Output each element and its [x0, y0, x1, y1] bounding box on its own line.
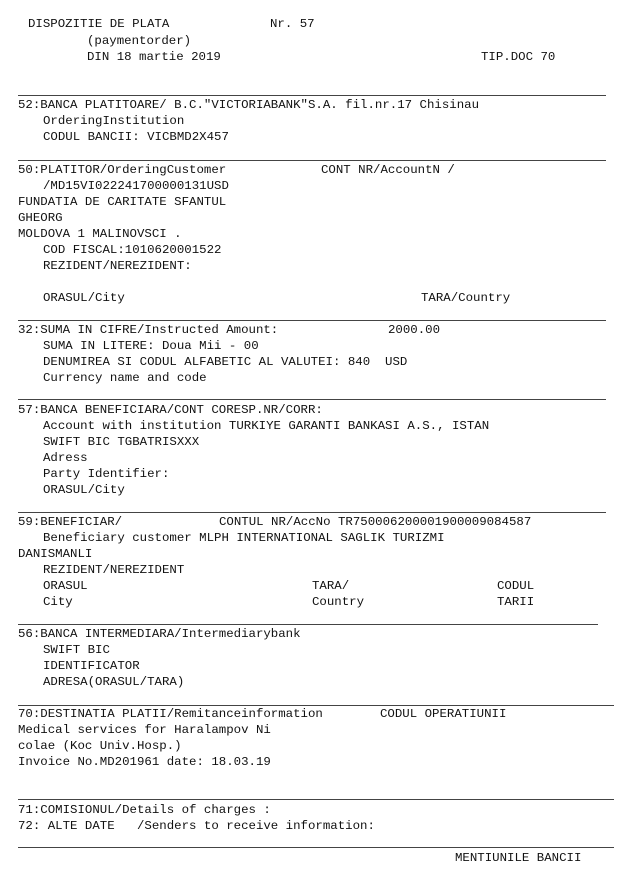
amount-value: 2000.00: [388, 323, 441, 337]
divider: [18, 799, 614, 800]
divider: [18, 847, 614, 848]
city-label: ORASUL/City: [43, 291, 125, 305]
divider: [18, 624, 598, 625]
ordering-customer-name-cont: GHEORG: [18, 211, 63, 225]
remittance-line: Medical services for Haralampov Ni: [18, 723, 271, 737]
beneficiary-customer-cont: DANISMANLI: [18, 547, 93, 561]
sender-information: 72: ALTE DATE /Senders to receive information:: [18, 819, 375, 833]
currency-code: DENUMIREA SI CODUL ALFABETIC AL VALUTEI: 840 USD: [43, 355, 408, 369]
beneficiary-city-label-en: City: [43, 595, 73, 609]
amount-label: 32:SUMA IN CIFRE/Instructed Amount:: [18, 323, 279, 337]
operation-code-label: CODUL OPERATIUNII: [380, 707, 507, 721]
charges-details: 71:COMISIONUL/Details of charges :: [18, 803, 271, 817]
bank-notes-label: MENTIUNILE BANCII: [455, 851, 582, 865]
ordering-bank-line: 52:BANCA PLATITOARE/ B.C."VICTORIABANK"S.A. fil.nr.17 Chisinau: [18, 98, 480, 112]
amount-in-words: SUMA IN LITERE: Doua Mii - 00: [43, 339, 259, 353]
resident-status: REZIDENT/NEREZIDENT:: [43, 259, 192, 273]
beneficiary-customer: Beneficiary customer MLPH INTERNATIONAL SAGLIK TURIZMI: [43, 531, 445, 545]
ordering-account: /MD15VI022241700000131USD: [43, 179, 229, 193]
remittance-label: 70:DESTINATIA PLATII/Remitanceinformation: [18, 707, 323, 721]
document-title: DISPOZITIE DE PLATA: [28, 17, 170, 31]
party-identifier: Party Identifier:: [43, 467, 170, 481]
ordering-customer-address: MOLDOVA 1 MALINOVSCI .: [18, 227, 182, 241]
document-subtitle: (paymentorder): [87, 34, 192, 48]
country-label: TARA/Country: [421, 291, 511, 305]
divider: [18, 320, 606, 321]
divider: [18, 399, 606, 400]
fiscal-code: COD FISCAL:1010620001522: [43, 243, 222, 257]
beneficiary-bank-swift: SWIFT BIC TGBATRISXXX: [43, 435, 200, 449]
ordering-customer-label: 50:PLATITOR/OrderingCustomer: [18, 163, 227, 177]
beneficiary-account: CONTUL NR/AccNo TR750006200001900009084587: [219, 515, 532, 529]
account-number-label: CONT NR/AccountN /: [321, 163, 455, 177]
beneficiary-country-label-en: Country: [312, 595, 365, 609]
remittance-line: colae (Koc Univ.Hosp.): [18, 739, 182, 753]
beneficiary-label: 59:BENEFICIAR/: [18, 515, 123, 529]
divider: [18, 95, 606, 96]
country-code-label-cont: TARII: [497, 595, 535, 609]
beneficiary-bank-city: ORASUL/City: [43, 483, 125, 497]
bank-code: CODUL BANCII: VICBMD2X457: [43, 130, 229, 144]
document-number: Nr. 57: [270, 17, 315, 31]
beneficiary-country-label: TARA/: [312, 579, 350, 593]
ordering-customer-name: FUNDATIA DE CARITATE SFANTUL: [18, 195, 227, 209]
beneficiary-bank-address: Adress: [43, 451, 88, 465]
intermediary-address: ADRESA(ORASUL/TARA): [43, 675, 185, 689]
intermediary-bank-label: 56:BANCA INTERMEDIARA/Intermediarybank: [18, 627, 301, 641]
intermediary-identifier: IDENTIFICATOR: [43, 659, 140, 673]
beneficiary-resident: REZIDENT/NEREZIDENT: [43, 563, 185, 577]
beneficiary-bank-label: 57:BANCA BENEFICIARA/CONT CORESP.NR/CORR:: [18, 403, 323, 417]
remittance-line: Invoice No.MD201961 date: 18.03.19: [18, 755, 271, 769]
currency-name-label: Currency name and code: [43, 371, 207, 385]
beneficiary-city-label: ORASUL: [43, 579, 88, 593]
ordering-institution-label: OrderingInstitution: [43, 114, 185, 128]
document-type: TIP.DOC 70: [481, 50, 556, 64]
beneficiary-bank-account: Account with institution TURKIYE GARANTI BANKASI A.S., ISTAN: [43, 419, 490, 433]
intermediary-swift: SWIFT BIC: [43, 643, 110, 657]
divider: [18, 160, 606, 161]
document-date: DIN 18 martie 2019: [87, 50, 221, 64]
country-code-label: CODUL: [497, 579, 535, 593]
divider: [18, 512, 606, 513]
